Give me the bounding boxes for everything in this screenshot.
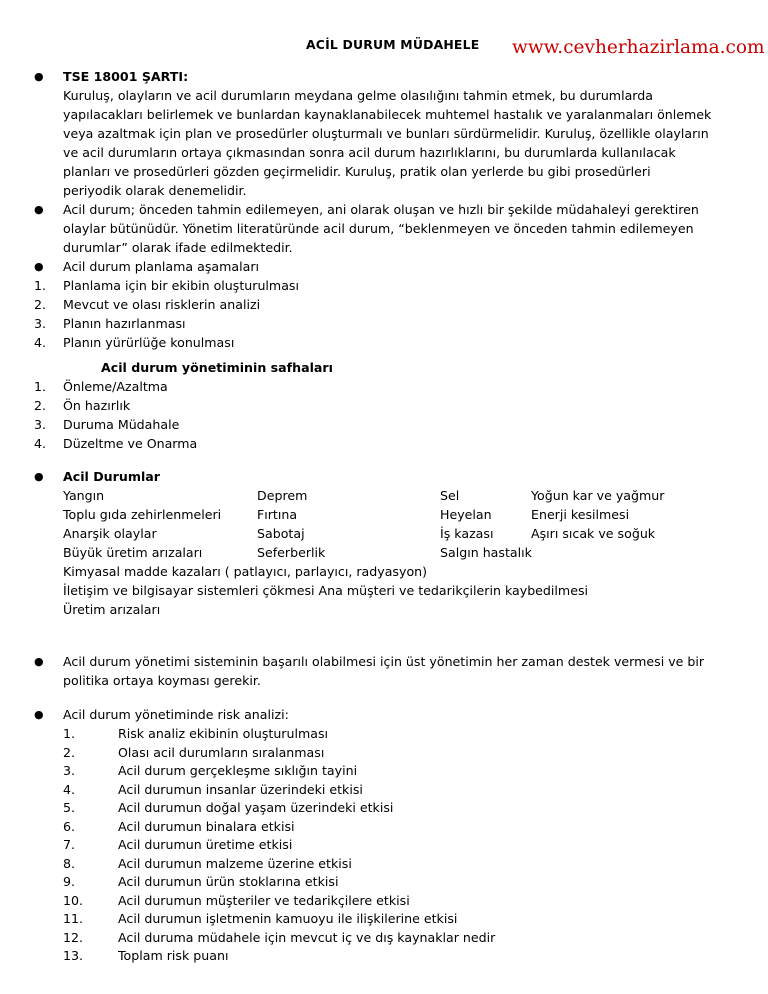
tse-heading: TSE 18001 ŞARTI:	[63, 69, 189, 84]
risk-item: Risk analiz ekibinin oluşturulması	[118, 726, 329, 741]
tse-line: planları ve prosedürleri gözden geçirmelidir. Kuruluş, pratik olan yerlerde bu gibi prosedürleri	[63, 164, 651, 179]
risk-item-number: 6.	[63, 819, 76, 834]
risk-item: Acil durumun müşteriler ve tedarikçilere etkisi	[118, 893, 410, 908]
risk-item-number: 7.	[63, 837, 76, 852]
tse-line: ve acil durumların ortaya çıkmasından sonra acil durum hazırlıklarını, bu durumlarda kullanılacak	[63, 145, 676, 160]
risk-item: Acil durumun doğal yaşam üzerindeki etkisi	[118, 800, 394, 815]
emergency-item: Yangın	[63, 488, 105, 503]
definition-line: olaylar bütünüdür. Yönetim literatüründe acil durum, “beklenmeyen ve önceden tahmin edilemeyen	[63, 221, 694, 236]
risk-item-number: 5.	[63, 800, 76, 815]
emergency-line: Kimyasal madde kazaları ( patlayıcı, parlayıcı, radyasyon)	[63, 564, 428, 579]
emergency-item: Yoğun kar ve yağmur	[531, 488, 665, 503]
emergency-item: Anarşik olaylar	[63, 526, 157, 541]
list-item: Ön hazırlık	[63, 398, 131, 413]
tse-line: Kuruluş, olayların ve acil durumların meydana gelme olasılığını tahmin etmek, bu durumlarda	[63, 88, 653, 103]
emergency-item: Deprem	[257, 488, 308, 503]
emergency-item: Salgın hastalık	[440, 545, 532, 560]
bullet-icon: ●	[34, 470, 44, 483]
emergencies-heading: Acil Durumlar	[63, 469, 160, 484]
planning-heading: Acil durum planlama aşamaları	[63, 259, 259, 274]
risk-item: Acil durumun üretime etkisi	[118, 837, 293, 852]
risk-item-number: 12.	[63, 930, 84, 945]
list-number: 4.	[34, 335, 47, 350]
risk-item: Acil durumun binalara etkisi	[118, 819, 295, 834]
risk-item-number: 9.	[63, 874, 76, 889]
bullet-icon: ●	[34, 708, 44, 721]
bullet-icon: ●	[34, 655, 44, 668]
risk-item: Acil durumun malzeme üzerine etkisi	[118, 856, 352, 871]
list-item: Planın hazırlanması	[63, 316, 186, 331]
support-line: Acil durum yönetimi sisteminin başarılı olabilmesi için üst yönetimin her zaman destek vermesi ve bir	[63, 654, 705, 669]
emergency-item: Aşırı sıcak ve soğuk	[531, 526, 656, 541]
list-item: Önleme/Azaltma	[63, 379, 168, 394]
risk-heading: Acil durum yönetiminde risk analizi:	[63, 707, 289, 722]
emergency-item: Enerji kesilmesi	[531, 507, 630, 522]
list-item: Planlama için bir ekibin oluşturulması	[63, 278, 299, 293]
risk-item: Olası acil durumların sıralanması	[118, 745, 325, 760]
tse-line: veya azaltmak için plan ve prosedürler oluşturmalı ve bunları sürdürmelidir. Kuruluş, özellikle olayların	[63, 126, 709, 141]
risk-item-number: 8.	[63, 856, 76, 871]
emergency-item: Sel	[440, 488, 460, 503]
support-line: politika ortaya koyması gerekir.	[63, 673, 261, 688]
website-watermark: www.cevherhazirlama.com	[512, 37, 765, 58]
list-item: Düzeltme ve Onarma	[63, 436, 198, 451]
risk-item-number: 1.	[63, 726, 76, 741]
risk-item: Acil durum gerçekleşme sıklığın tayini	[118, 763, 358, 778]
risk-item: Acil duruma müdahele için mevcut iç ve dış kaynaklar nedir	[118, 930, 496, 945]
emergency-line: Üretim arızaları	[63, 602, 161, 617]
definition-line: Acil durum; önceden tahmin edilemeyen, ani olarak oluşan ve hızlı bir şekilde müdahaleyi gerektiren	[63, 202, 699, 217]
emergency-item: Heyelan	[440, 507, 492, 522]
list-item: Mevcut ve olası risklerin analizi	[63, 297, 261, 312]
list-number: 1.	[34, 278, 47, 293]
risk-item-number: 3.	[63, 763, 76, 778]
emergency-line: İletişim ve bilgisayar sistemleri çökmesi Ana müşteri ve tedarikçilerin kaybedilmesi	[63, 583, 589, 598]
tse-line: periyodik olarak denemelidir.	[63, 183, 247, 198]
page-title: ACİL DURUM MÜDAHELE	[306, 37, 480, 52]
risk-item: Acil durumun ürün stoklarına etkisi	[118, 874, 339, 889]
definition-line: durumlar” olarak ifade edilmektedir.	[63, 240, 293, 255]
list-number: 2.	[34, 297, 47, 312]
list-number: 2.	[34, 398, 47, 413]
emergency-item: İş kazası	[440, 526, 494, 541]
bullet-icon: ●	[34, 260, 44, 273]
risk-item-number: 4.	[63, 782, 76, 797]
risk-item-number: 10.	[63, 893, 84, 908]
emergency-item: Büyük üretim arızaları	[63, 545, 203, 560]
list-number: 4.	[34, 436, 47, 451]
emergency-item: Toplu gıda zehirlenmeleri	[63, 507, 222, 522]
phases-heading: Acil durum yönetiminin safhaları	[101, 360, 333, 375]
list-number: 1.	[34, 379, 47, 394]
risk-item: Toplam risk puanı	[118, 948, 229, 963]
list-number: 3.	[34, 316, 47, 331]
emergency-item: Seferberlik	[257, 545, 326, 560]
risk-item-number: 11.	[63, 911, 84, 926]
risk-item-number: 13.	[63, 948, 84, 963]
list-item: Planın yürürlüğe konulması	[63, 335, 235, 350]
emergency-item: Fırtına	[257, 507, 298, 522]
risk-item: Acil durumun işletmenin kamuoyu ile ilişkilerine etkisi	[118, 911, 458, 926]
list-item: Duruma Müdahale	[63, 417, 180, 432]
tse-line: yapılacakları belirlemek ve bunlardan kaynaklanabilecek muhtemel hastalık ve yaralanmaları önlemek	[63, 107, 712, 122]
bullet-icon: ●	[34, 70, 44, 83]
list-number: 3.	[34, 417, 47, 432]
emergency-item: Sabotaj	[257, 526, 305, 541]
bullet-icon: ●	[34, 203, 44, 216]
risk-item-number: 2.	[63, 745, 76, 760]
risk-item: Acil durumun insanlar üzerindeki etkisi	[118, 782, 363, 797]
